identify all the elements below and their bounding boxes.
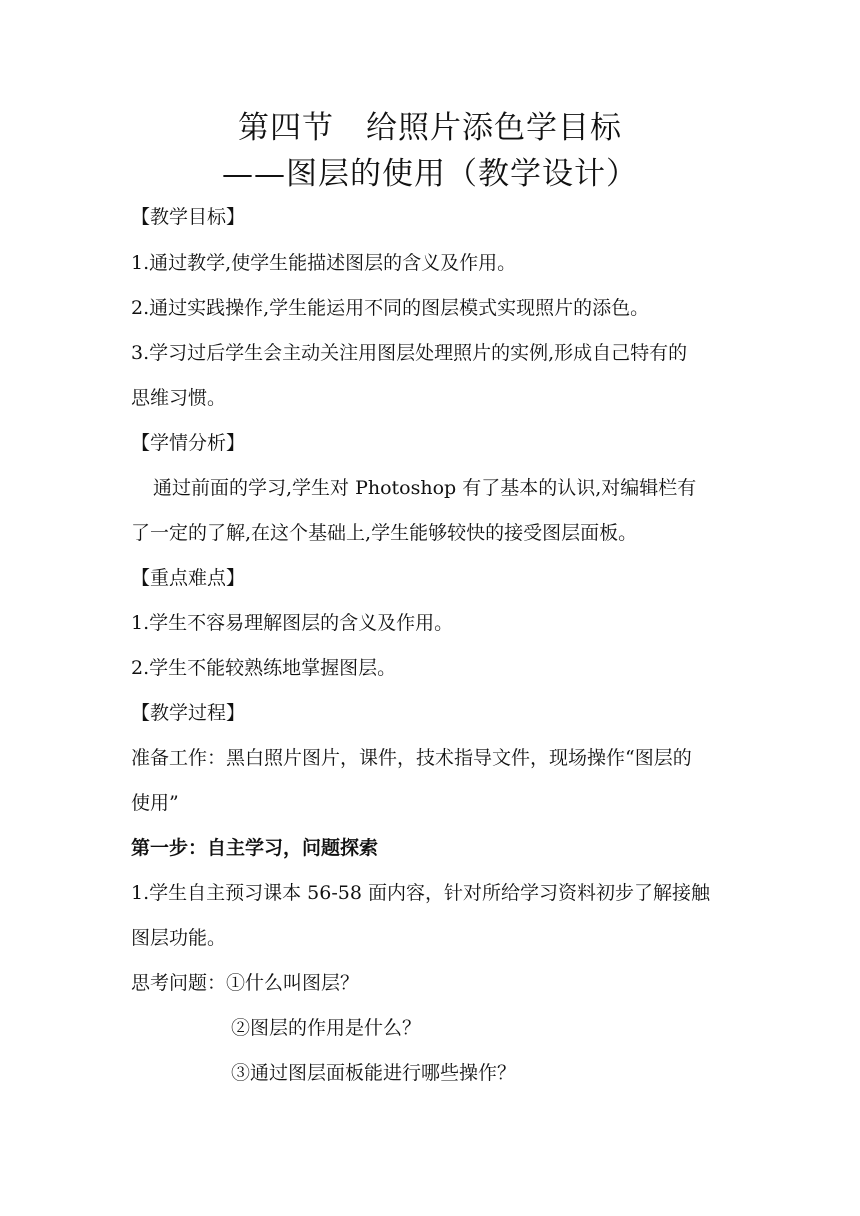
step1-heading: 第一步：自主学习，问题探索: [131, 837, 379, 859]
keypoint-item: 1.学生不容易理解图层的含义及作用。: [131, 612, 454, 634]
step1-text-line: 1.学生自主预习课本 56-58 面内容，针对所给学习资料初步了解接触: [131, 882, 710, 904]
document-title-line1: 第四节 给照片添色学目标: [238, 110, 622, 146]
section-heading-goals: 【教学目标】: [131, 206, 246, 228]
question-item: ②图层的作用是什么？: [231, 1017, 422, 1039]
document-title-line2: ——图层的使用（教学设计）: [222, 156, 638, 192]
goal-item: 1.通过教学,使学生能描述图层的含义及作用。: [131, 252, 517, 274]
goal-item: 2.通过实践操作,学生能运用不同的图层模式实现照片的添色。: [131, 297, 650, 319]
goal-item-continuation: 思维习惯。: [131, 387, 227, 409]
analysis-paragraph-line: 了一定的了解,在这个基础上,学生能够较快的接受图层面板。: [131, 522, 638, 544]
section-heading-process: 【教学过程】: [131, 702, 246, 724]
goal-item: 3.学习过后学生会主动关注用图层处理照片的实例,形成自己特有的: [131, 342, 688, 364]
analysis-paragraph-line: 通过前面的学习,学生对 Photoshop 有了基本的认识,对编辑栏有: [153, 477, 697, 499]
questions-label: 思考问题：①什么叫图层？: [131, 972, 360, 994]
section-heading-keypoints: 【重点难点】: [131, 567, 246, 589]
question-item: ③通过图层面板能进行哪些操作？: [231, 1062, 517, 1084]
process-prep-line: 准备工作：黑白照片图片，课件，技术指导文件，现场操作“图层的: [131, 747, 692, 769]
section-heading-analysis: 【学情分析】: [131, 432, 246, 454]
keypoint-item: 2.学生不能较熟练地掌握图层。: [131, 657, 397, 679]
process-prep-line: 使用”: [131, 792, 179, 814]
step1-text-line: 图层功能。: [131, 927, 227, 949]
